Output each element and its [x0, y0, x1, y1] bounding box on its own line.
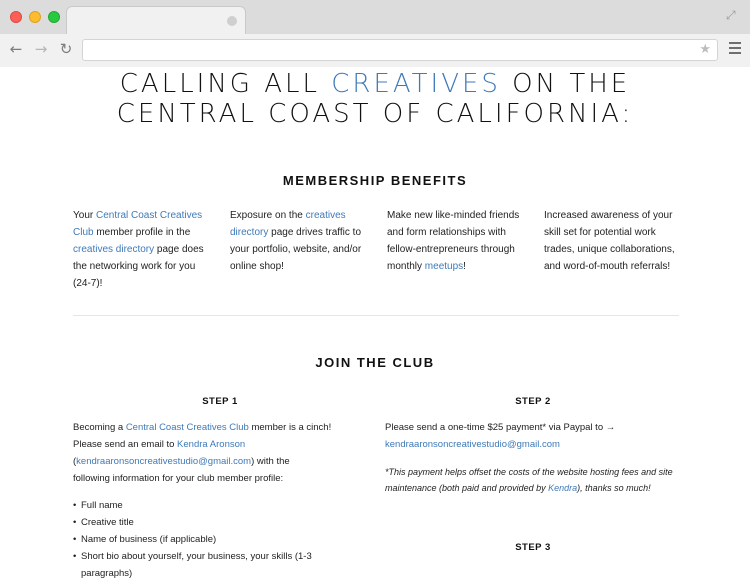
benefits-heading: MEMBERSHIP BENEFITS — [282, 173, 468, 188]
benefit-text-run: ! — [463, 261, 466, 272]
email-link[interactable]: kendraaronsoncreativestudio@gmail.com — [76, 456, 252, 467]
step-2-content — [385, 419, 685, 496]
join-heading: JOIN THE CLUB — [315, 355, 435, 370]
list-item: • Full name — [73, 497, 363, 514]
step-2-heading: STEP 2 — [515, 396, 551, 407]
address-bar[interactable] — [82, 39, 718, 61]
forward-arrow-icon[interactable]: → — [34, 40, 48, 58]
benefit-item — [73, 207, 212, 292]
benefit-link[interactable]: Central Coast Creatives Club — [73, 210, 203, 238]
benefit-text-run: Make new like-minded friends and form relationships with fellow-entrepreneurs through monthly — [387, 210, 520, 272]
profile-info-list — [73, 497, 363, 582]
paypal-email-link[interactable]: kendraaronsoncreativestudio@gmail.com — [385, 439, 560, 450]
step-2-line-1: Please send a one-time $25 payment* via Paypal to → — [385, 422, 616, 433]
club-link[interactable]: Central Coast Creatives Club — [125, 422, 249, 433]
maximize-window-button[interactable] — [48, 11, 60, 23]
benefit-link[interactable]: creatives directory — [230, 210, 346, 238]
section-divider — [73, 315, 679, 316]
benefit-text-run: member profile in the — [93, 227, 191, 238]
payment-note: *This payment helps offset the costs of the website hosting fees and site maintenance (both paid and provided by Kendra), thanks so much! — [385, 467, 673, 493]
title-accent: CREATIVES — [331, 69, 501, 99]
benefit-text-run: page drives traffic to your portfolio, website, and/or online shop! — [230, 227, 362, 272]
benefit-link[interactable]: meetups — [424, 261, 464, 272]
step-3-heading: STEP 3 — [515, 542, 551, 553]
step-1-heading: STEP 1 — [202, 396, 238, 407]
benefit-item — [544, 207, 683, 292]
list-item: • Short bio about yourself, your business, your skills (1-3 paragraphs) — [73, 548, 363, 582]
list-item: • Creative title — [73, 514, 363, 531]
benefit-text-run: Increased awareness of your skill set for potential work trades, unique collaborations, and word-of-mouth referrals! — [544, 210, 675, 272]
expand-icon[interactable]: ⤢ — [726, 8, 736, 22]
step-1-line-3: (kendraaronsoncreativestudio@gmail.com) with the — [73, 456, 290, 467]
title-line-2: CENTRAL COAST OF CALIFORNIA: — [116, 99, 634, 129]
window-controls — [10, 11, 60, 23]
reload-icon[interactable]: ↻ — [59, 40, 73, 58]
star-icon[interactable]: ★ — [699, 42, 711, 57]
list-item: • Name of business (if applicable) — [73, 531, 363, 548]
benefit-text — [544, 207, 683, 275]
hamburger-menu-icon[interactable] — [729, 42, 741, 54]
browser-chrome — [0, 0, 750, 67]
benefit-item — [230, 207, 369, 292]
tab-close-icon[interactable] — [227, 16, 237, 26]
benefits-grid — [73, 207, 683, 292]
page-content — [0, 67, 750, 579]
step-1-line-1: Becoming a Central Coast Creatives Club member is a cinch! — [73, 422, 332, 433]
kendra-aronson-link[interactable]: Kendra Aronson — [177, 439, 246, 450]
benefit-text-run: Exposure on the — [230, 210, 306, 221]
minimize-window-button[interactable] — [29, 11, 41, 23]
benefit-link[interactable]: creatives directory — [73, 244, 155, 255]
benefit-text-run: page does the networking work for you (24-7)! — [73, 244, 204, 289]
benefit-text — [73, 207, 212, 292]
close-window-button[interactable] — [10, 11, 22, 23]
back-arrow-icon[interactable]: ← — [9, 40, 23, 58]
step-1-line-2: Please send an email to Kendra Aronson — [73, 439, 246, 450]
benefit-text — [387, 207, 526, 275]
benefit-text — [230, 207, 369, 275]
browser-tab[interactable] — [66, 6, 246, 34]
step-1-content — [73, 419, 363, 582]
benefit-text-run: Your — [73, 210, 96, 221]
title-line-1: CALLING ALL CREATIVES ON THE — [119, 69, 631, 99]
kendra-link[interactable]: Kendra — [548, 483, 578, 493]
step-1-line-4: following information for your club member profile: — [73, 473, 284, 484]
benefit-item — [387, 207, 526, 292]
page-title — [0, 69, 750, 129]
navigation-bar — [0, 34, 750, 67]
